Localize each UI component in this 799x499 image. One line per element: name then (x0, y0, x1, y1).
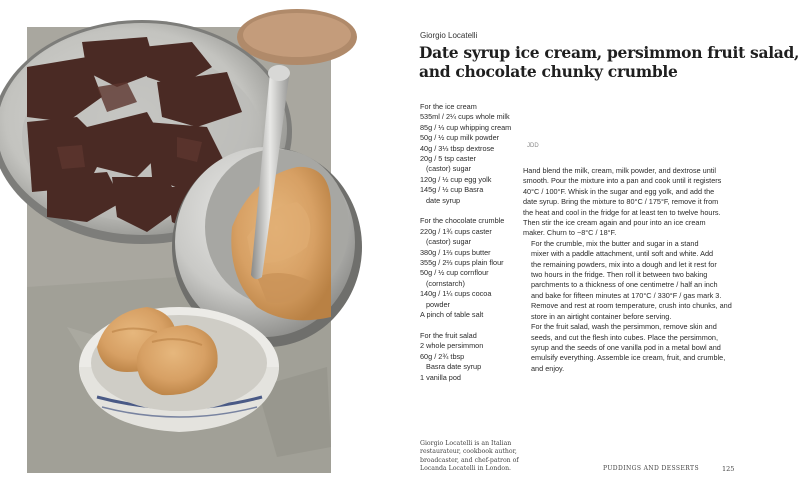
method-line: Hand blend the milk, cream, milk powder, and dextrose until (523, 166, 717, 175)
ingredients-list (420, 102, 530, 383)
ingredient-line: 85g / ⅓ cup whipping cream (420, 122, 512, 132)
ingredient-line: (castor) sugar (426, 164, 472, 174)
ingredient-line: 220g / 1¾ cups caster (420, 226, 492, 236)
ingredient-line: 140g / 1¼ cups cocoa (420, 289, 492, 299)
method-line: the heat and cool in the fridge for at least ten to twelve hours. (523, 207, 721, 217)
method-line: For the crumble, mix the butter and sugar in a stand (531, 238, 699, 248)
ingredient-line: date syrup (426, 195, 461, 205)
recipe-title-line: and chocolate chunky crumble (419, 62, 678, 81)
ingredient-line: 60g / 2¾ tbsp (420, 351, 465, 361)
method-text (523, 166, 735, 374)
ingredient-line: 1 vanilla pod (420, 372, 461, 382)
method-paragraph (523, 322, 735, 374)
method-line: mixer with a paddle attachment, until soft and white. Add (531, 249, 714, 259)
method-line: the remaining powders, mix into a dough and let it rest for (531, 259, 717, 269)
ingredient-line: 535ml / 2¼ cups whole milk (420, 112, 510, 122)
method-paragraph (523, 166, 735, 239)
left-page (0, 0, 375, 499)
recipe-author: Giorgio Locatelli (420, 31, 478, 40)
ingredient-gap (420, 321, 530, 331)
food-photo-illustration (27, 27, 331, 473)
ingredient-line: 355g / 2⅔ cups plain flour (420, 258, 504, 268)
section-name: PUDDINGS AND DESSERTS (603, 465, 699, 472)
author-bio (420, 440, 519, 473)
method-line: For the fruit salad, wash the persimmon, remove skin and (531, 322, 717, 332)
method-line: two hours in the fridge. Then roll it between two baking (531, 270, 708, 280)
method-line: date syrup. Bring the mixture to 80°C / 175°F, remove it from (523, 197, 719, 207)
ingredient-line: For the chocolate crumble (420, 216, 505, 226)
ingredient-line: 145g / ½ cup Basra (420, 185, 484, 195)
ingredient-line: (cornstarch) (426, 278, 465, 288)
ingredient-line: 2 whole persimmon (420, 341, 484, 351)
ingredient-line: 40g / 3⅓ tbsp dextrose (420, 143, 495, 153)
method-paragraph (523, 239, 735, 322)
ingredient-line: 120g / ½ cup egg yolk (420, 174, 492, 184)
ingredient-line: Basra date syrup (426, 362, 482, 372)
food-photo (27, 27, 331, 473)
recipe-title-line: Date syrup ice cream, persimmon fruit salad, (419, 43, 799, 62)
bio-line: Locanda Locatelli in London. (420, 464, 512, 472)
bio-line: restaurateur, cookbook author, (420, 448, 517, 456)
method-line: syrup and the seeds of one vanilla pod in a metal bowl and (531, 342, 721, 352)
method-line: seeds, and cut the flesh into cubes. Place the persimmon, (531, 332, 718, 342)
method-line: and bake for fifteen minutes at 170°C / 330°F / gas mark 3. (531, 290, 722, 300)
method-line: maker. Churn to −8°C / 18°F. (523, 228, 617, 238)
ingredient-line: For the ice cream (420, 102, 477, 111)
bio-line: Giorgio Locatelli is an Italian (420, 440, 512, 447)
ingredient-line: (castor) sugar (426, 237, 472, 247)
page-number: 125 (722, 465, 735, 473)
method-line: store in an airtight container before serving. (531, 311, 672, 321)
right-page (375, 0, 799, 499)
ingredient-gap (420, 206, 530, 216)
ingredient-line: 50g / ½ cup cornflour (420, 268, 489, 278)
method-line: smooth. Pour the mixture into a pan and cook until it registers (523, 176, 722, 186)
method-line: Then stir the ice cream again and pour into an ice cream (523, 218, 706, 228)
ingredient-line: 380g / 1⅔ cups butter (420, 247, 491, 257)
method-line: emulsify everything. Assemble ice cream, fruit, and crumble, (531, 353, 726, 363)
recipe-title (419, 43, 799, 81)
method-line: 40°C / 100°F. Whisk in the sugar and egg yolk, and add the (523, 186, 715, 196)
ingredient-line: 50g / ½ cup milk powder (420, 133, 500, 143)
ingredient-line: 20g / 5 tsp caster (420, 154, 476, 164)
ingredient-line: powder (426, 299, 450, 309)
bio-line: broadcaster, and chef-patron of (420, 456, 519, 464)
method-line: and enjoy. (531, 363, 565, 373)
ingredient-line: A pinch of table salt (420, 310, 484, 320)
ingredient-line: For the fruit salad (420, 330, 477, 340)
method-line: parchments to a thickness of one centimetre / half an inch (531, 280, 718, 290)
chef-mark: JDD (527, 143, 539, 149)
method-line: Remove and rest at room temperature, crush into chunks, and (531, 301, 732, 311)
